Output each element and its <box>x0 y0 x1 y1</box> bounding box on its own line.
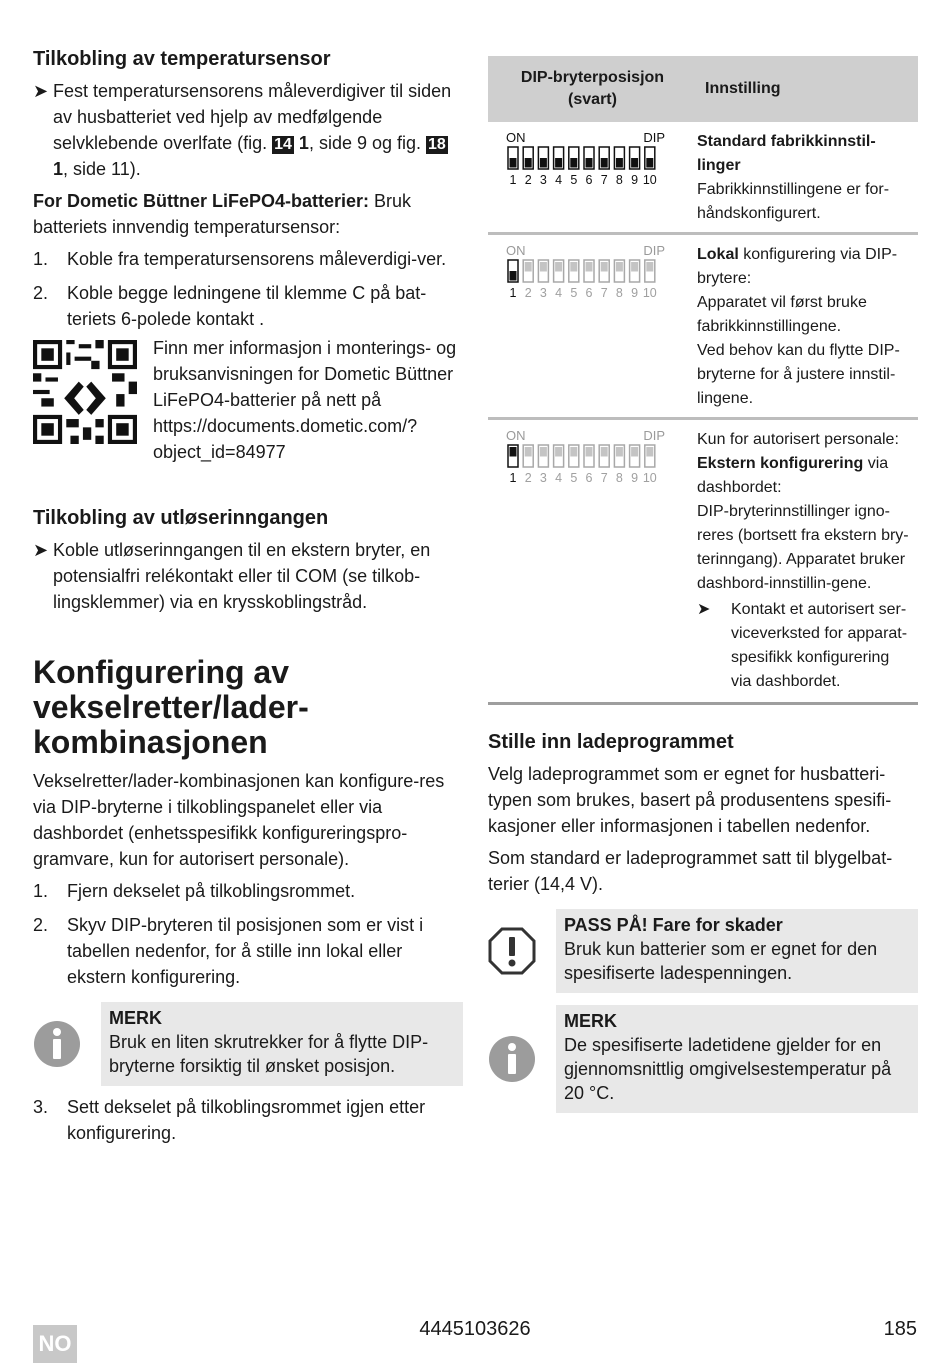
arrow-icon: ➤ <box>33 81 49 101</box>
dip-switch-knob <box>510 447 517 457</box>
dip-number: 8 <box>615 173 623 187</box>
figure-ref-14: 14 <box>274 136 292 153</box>
dip-number: 5 <box>570 286 578 300</box>
configuration-heading: Konfigurering av vekselretter/lader-kombinasjonen <box>33 654 309 760</box>
dip-number: 8 <box>615 471 623 485</box>
dip-switch-graphic <box>506 428 666 488</box>
dip-switch-knob <box>555 158 562 168</box>
info-icon <box>33 1002 81 1086</box>
dip-number: 6 <box>585 173 593 187</box>
sub-instruction: ➤ Kontakt et autorisert ser-viceverksted for apparat-spesifikk konfigurering via dashbordet. <box>697 598 912 694</box>
list-item: 1. Koble fra temperatursensorens måleverdigi-ver. <box>33 249 447 269</box>
dip-switch-knob <box>510 271 517 281</box>
dip-number: 3 <box>539 286 547 300</box>
dip-switch-knob <box>510 158 517 168</box>
dip-number: 10 <box>642 471 657 485</box>
dip-number: 1 <box>509 471 517 485</box>
dip-number: 3 <box>539 471 547 485</box>
dip-switch-knob <box>601 158 608 168</box>
dip-switch-graphic <box>506 130 666 190</box>
dip-label: DIP <box>643 130 665 145</box>
dip-on-label: ON <box>506 428 526 443</box>
dip-number: 9 <box>631 286 639 300</box>
note-title: MERK <box>109 1008 162 1028</box>
table-row: ON DIP 1 2 3 4 5 6 7 8 9 10 Standard fabrikkinnstil-linger Fabrikkinnstillingene er for-håndskonfigurert. <box>488 122 918 234</box>
temp-sensor-instruction: ➤ Fest temperatursensorens måleverdigiver til siden av husbatteriet ved hjelp av medfølgende selvklebende overlfate (fig. 14 1, side 9 og fig. 18 1, side 11). <box>33 78 463 182</box>
note-box <box>33 1002 463 1086</box>
table-header-setting: Innstilling <box>697 56 918 122</box>
dip-on-label: ON <box>506 130 526 145</box>
dip-number: 3 <box>539 173 547 187</box>
dip-number: 10 <box>642 286 657 300</box>
dip-switch-knob <box>555 262 562 272</box>
dip-switch-knob <box>616 447 623 457</box>
list-item: 3. Sett dekselet på tilkoblingsrommet igjen etter konfigurering. <box>33 1097 426 1143</box>
dip-label: DIP <box>643 243 665 258</box>
dip-switch-knob <box>601 447 608 457</box>
dip-switch-graphic <box>506 243 666 303</box>
dip-switch-knob <box>646 158 653 168</box>
warning-text: Bruk kun batterier som er egnet for den spesifiserte ladespenningen. <box>564 939 878 983</box>
dip-switch-knob <box>570 447 577 457</box>
list-item: 1. Fjern dekselet på tilkoblingsrommet. <box>33 881 356 901</box>
dip-number: 2 <box>524 286 532 300</box>
warning-title: PASS PÅ! Fare for skader <box>564 915 783 935</box>
dip-number: 7 <box>600 173 608 187</box>
dip-switch-diagram <box>506 243 691 311</box>
table-row: ON DIP 1 2 3 4 5 6 7 8 9 10 Lokal konfigurering via DIP-brytere: Apparatet vil først bruke fabrikkinnstillingene. Ved behov kan du flytte DIP-bryterne for å justere innstil-lingene. <box>488 234 918 419</box>
arrow-icon: ➤ <box>697 601 711 618</box>
trigger-input-heading: Tilkobling av utløserinngangen <box>33 507 329 529</box>
dip-switch-knob <box>570 158 577 168</box>
temp-sensor-heading: Tilkobling av temperatursensor <box>33 48 331 70</box>
warning-box <box>488 909 918 993</box>
lifepo-paragraph: For Dometic Büttner LiFePO4-batterier: Bruk batteriets innvendig temperatursensor: <box>33 191 412 237</box>
dip-switch-knob <box>631 447 638 457</box>
dip-number: 8 <box>615 286 623 300</box>
dip-switch-knob <box>570 262 577 272</box>
list-item: 2. Skyv DIP-bryteren til posisjonen som er vist i tabellen nedenfor, for å stille inn lokal eller ekstern konfigurering. <box>33 915 424 987</box>
right-column <box>488 56 918 1113</box>
dip-number: 2 <box>524 471 532 485</box>
configuration-intro: Vekselretter/lader-kombinasjonen kan konfigure-res via DIP-bryterne i tilkoblingspanelet eller via dashbordet (enhetsspesifikk konfigureringspro-gramvare, kun for autorisert personale). <box>33 771 445 869</box>
dip-number: 9 <box>631 173 639 187</box>
dip-switch-knob <box>646 262 653 272</box>
charge-program-heading: Stille inn ladeprogrammet <box>488 731 734 753</box>
dip-label: DIP <box>643 428 665 443</box>
dip-number: 6 <box>585 471 593 485</box>
dip-switch-diagram <box>506 130 691 198</box>
dip-number: 1 <box>509 173 517 187</box>
dip-number: 1 <box>509 286 517 300</box>
dip-number: 4 <box>555 286 563 300</box>
dip-number: 7 <box>600 286 608 300</box>
list-item: 2. Koble begge ledningene til klemme C på bat-teriets 6-polede kontakt . <box>33 283 427 329</box>
dip-switch-knob <box>616 262 623 272</box>
dip-switch-knob <box>540 262 547 272</box>
qr-info-text: Finn mer informasjon i monterings- og bruksanvisningen for Dometic Büttner LiFePO4-batterier på nett på https://documents.dometic.com/?object_id=84977 <box>153 338 457 462</box>
qr-code-icon[interactable] <box>33 340 137 444</box>
dip-switch-knob <box>586 158 593 168</box>
trigger-input-instruction: ➤ Koble utløserinngangen til en ekstern bryter, en potensialfri relékontakt eller til COM (se tilkob-lingsklemmer) via en krysskoblingstråd. <box>33 537 463 615</box>
dip-number: 5 <box>570 471 578 485</box>
note-text: Bruk en liten skrutrekker for å flytte DIP-bryterne forsiktig til ønsket posisjon. <box>109 1032 429 1076</box>
note-box <box>488 1005 918 1113</box>
document-code: 4445103626 <box>419 1318 531 1340</box>
dip-switch-knob <box>631 262 638 272</box>
left-column <box>33 46 463 1146</box>
dip-switch-table <box>488 56 918 705</box>
dip-number: 6 <box>585 286 593 300</box>
dip-switch-knob <box>525 262 532 272</box>
table-row: ON DIP 1 2 3 4 5 6 7 8 9 10 Kun for autorisert personale: Ekstern konfigurering via dashbordet: DIP-bryterinnstillinger igno-reres (bortsett fra ekstern bry-terinngang). Apparatet bruker dashbord-innstillin-gene. ➤ Kontakt et autorisert ser-viceverksted for apparat-spesifikk konfigurering via dashbordet. <box>488 419 918 704</box>
dip-switch-knob <box>601 262 608 272</box>
dip-switch-diagram <box>506 428 691 496</box>
charge-paragraph-1: Velg ladeprogrammet som er egnet for husbatteri-typen som brukes, basert på produsentens spesifi-kasjoner eller informasjonen i tabellen nedenfor. <box>488 764 892 836</box>
dip-number: 4 <box>555 471 563 485</box>
dip-switch-knob <box>525 158 532 168</box>
dip-switch-knob <box>586 447 593 457</box>
dip-switch-knob <box>540 158 547 168</box>
warning-icon <box>488 909 536 993</box>
figure-ref-18: 18 <box>428 136 446 153</box>
arrow-icon: ➤ <box>33 540 49 560</box>
dip-number: 4 <box>555 173 563 187</box>
note-text: De spesifiserte ladetidene gjelder for en gjennomsnittlig omgivelsestemperatur på 20 °C. <box>564 1035 892 1103</box>
dip-switch-knob <box>540 447 547 457</box>
qr-block <box>33 340 463 465</box>
dip-switch-knob <box>555 447 562 457</box>
note-title: MERK <box>564 1011 617 1031</box>
dip-switch-knob <box>646 447 653 457</box>
dip-number: 7 <box>600 471 608 485</box>
info-icon <box>488 1005 536 1113</box>
dip-switch-knob <box>525 447 532 457</box>
dip-switch-knob <box>631 158 638 168</box>
language-badge: NO <box>33 1325 77 1363</box>
dip-number: 5 <box>570 173 578 187</box>
page-number: 185 <box>883 1318 917 1340</box>
dip-number: 9 <box>631 471 639 485</box>
dip-number: 10 <box>642 173 657 187</box>
table-header-dip: DIP-bryterposisjon (svart) <box>488 56 697 122</box>
dip-on-label: ON <box>506 243 526 258</box>
charge-paragraph-2: Som standard er ladeprogrammet satt til blygelbat-terier (14,4 V). <box>488 848 893 894</box>
dip-switch-knob <box>586 262 593 272</box>
dip-switch-knob <box>616 158 623 168</box>
dip-number: 2 <box>524 173 532 187</box>
